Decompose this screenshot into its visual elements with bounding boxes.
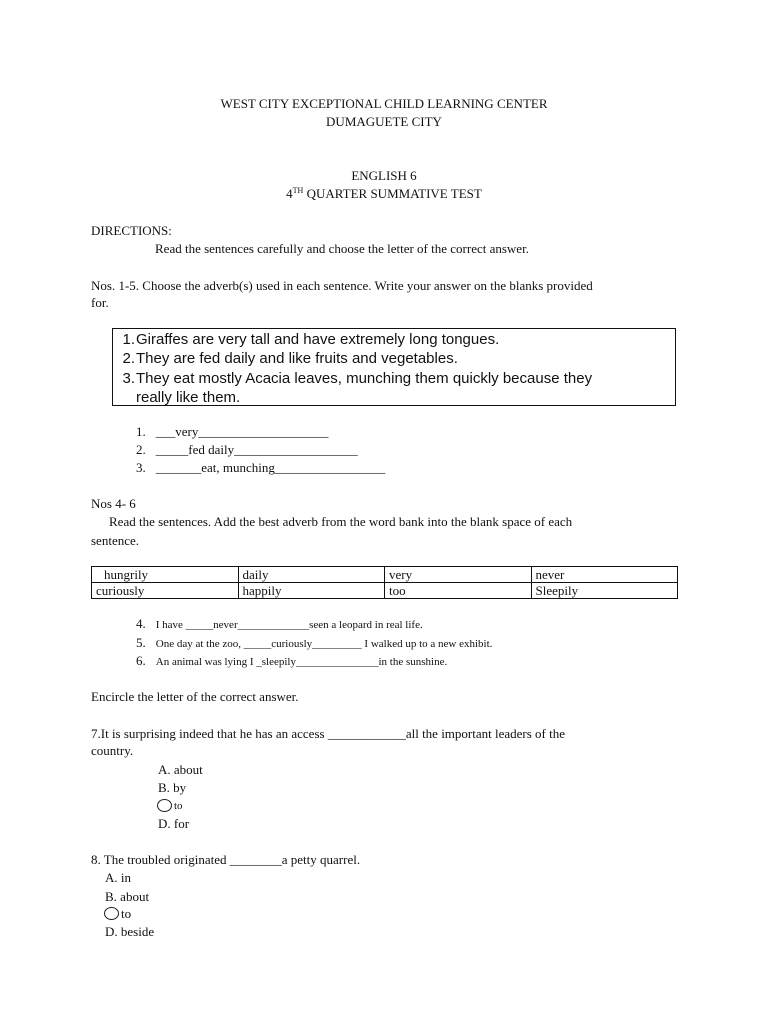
word-bank-cell: hungrily — [92, 567, 239, 583]
fill-item-6: 6. An animal was lying I _sleepily_______________in the sunshine. — [136, 653, 448, 668]
answer-1: 1. ___very____________________ — [136, 424, 329, 439]
test-title-rest: QUARTER SUMMATIVE TEST — [303, 186, 482, 201]
fill-item-4: 4. I have _____never_____________seen a leopard in real life. — [136, 616, 423, 631]
box-sentence-1-text: Giraffes are very tall and have extremely long tongues. — [136, 331, 500, 348]
q8-option-c: to — [121, 906, 132, 921]
question-7-line-1: 7.It is surprising indeed that he has an access ____________all the important leaders of the — [91, 726, 566, 741]
q7-answer-circle-mark — [157, 799, 172, 812]
subject-title: ENGLISH 6 — [351, 168, 417, 183]
q8-option-d: D. beside — [105, 924, 155, 939]
word-bank-cell: never — [531, 567, 678, 583]
word-bank-cell: daily — [238, 567, 385, 583]
box-sentence-2: 2. — [122, 350, 135, 367]
box-sentence-1: 1. — [122, 331, 135, 348]
school-name: WEST CITY EXCEPTIONAL CHILD LEARNING CENTER — [220, 96, 548, 111]
directions-text: Read the sentences carefully and choose the letter of the correct answer. — [155, 241, 529, 256]
box-sentence-3: 3. — [122, 370, 135, 387]
q7-option-a: A. about — [158, 762, 203, 777]
question-8: 8. The troubled originated ________a petty quarrel. — [91, 852, 361, 867]
part2-instruction-2: sentence. — [91, 533, 140, 548]
test-title-sup: TH — [292, 186, 304, 195]
box-sentence-3-text: They eat mostly Acacia leaves, munching them quickly because they — [136, 370, 593, 387]
q7-option-b: B. by — [158, 780, 187, 795]
answer-2: 2. _____fed daily___________________ — [136, 442, 358, 457]
q7-option-d: D. for — [158, 816, 190, 831]
word-bank-cell: Sleepily — [531, 583, 678, 599]
q7-option-c: to — [174, 800, 183, 812]
part3-instruction: Encircle the letter of the correct answer. — [91, 689, 299, 704]
word-bank-cell: happily — [238, 583, 385, 599]
word-bank-row — [92, 567, 678, 583]
q8-answer-circle-mark — [104, 907, 119, 920]
word-bank-cell: too — [385, 583, 532, 599]
sentence-box — [112, 328, 676, 406]
word-bank-cell: very — [385, 567, 532, 583]
fill-item-5: 5. One day at the zoo, _____curiously_________ I walked up to a new exhibit. — [136, 635, 493, 650]
box-sentence-3-text-cont: really like them. — [136, 389, 241, 406]
test-title-prefix: 4 — [286, 186, 293, 201]
part2-instruction-1: Read the sentences. Add the best adverb from the word bank into the blank space of each — [109, 514, 573, 529]
directions-label: DIRECTIONS: — [91, 223, 172, 238]
part1-instruction-1: Nos. 1-5. Choose the adverb(s) used in each sentence. Write your answer on the blanks provided — [91, 278, 593, 293]
word-bank-table — [91, 566, 678, 599]
word-bank-row — [92, 583, 678, 599]
q8-option-b: B. about — [105, 889, 150, 904]
q8-option-a: A. in — [105, 870, 131, 885]
test-title — [0, 185, 768, 203]
word-bank-cell: curiously — [92, 583, 239, 599]
part2-label: Nos 4- 6 — [91, 496, 136, 511]
box-sentence-2-text: They are fed daily and like fruits and vegetables. — [136, 350, 458, 367]
city-name: DUMAGUETE CITY — [326, 114, 442, 129]
answer-3: 3. _______eat, munching_________________ — [136, 460, 386, 475]
part1-instruction-2: for. — [91, 295, 109, 310]
question-7-line-2: country. — [91, 743, 134, 758]
